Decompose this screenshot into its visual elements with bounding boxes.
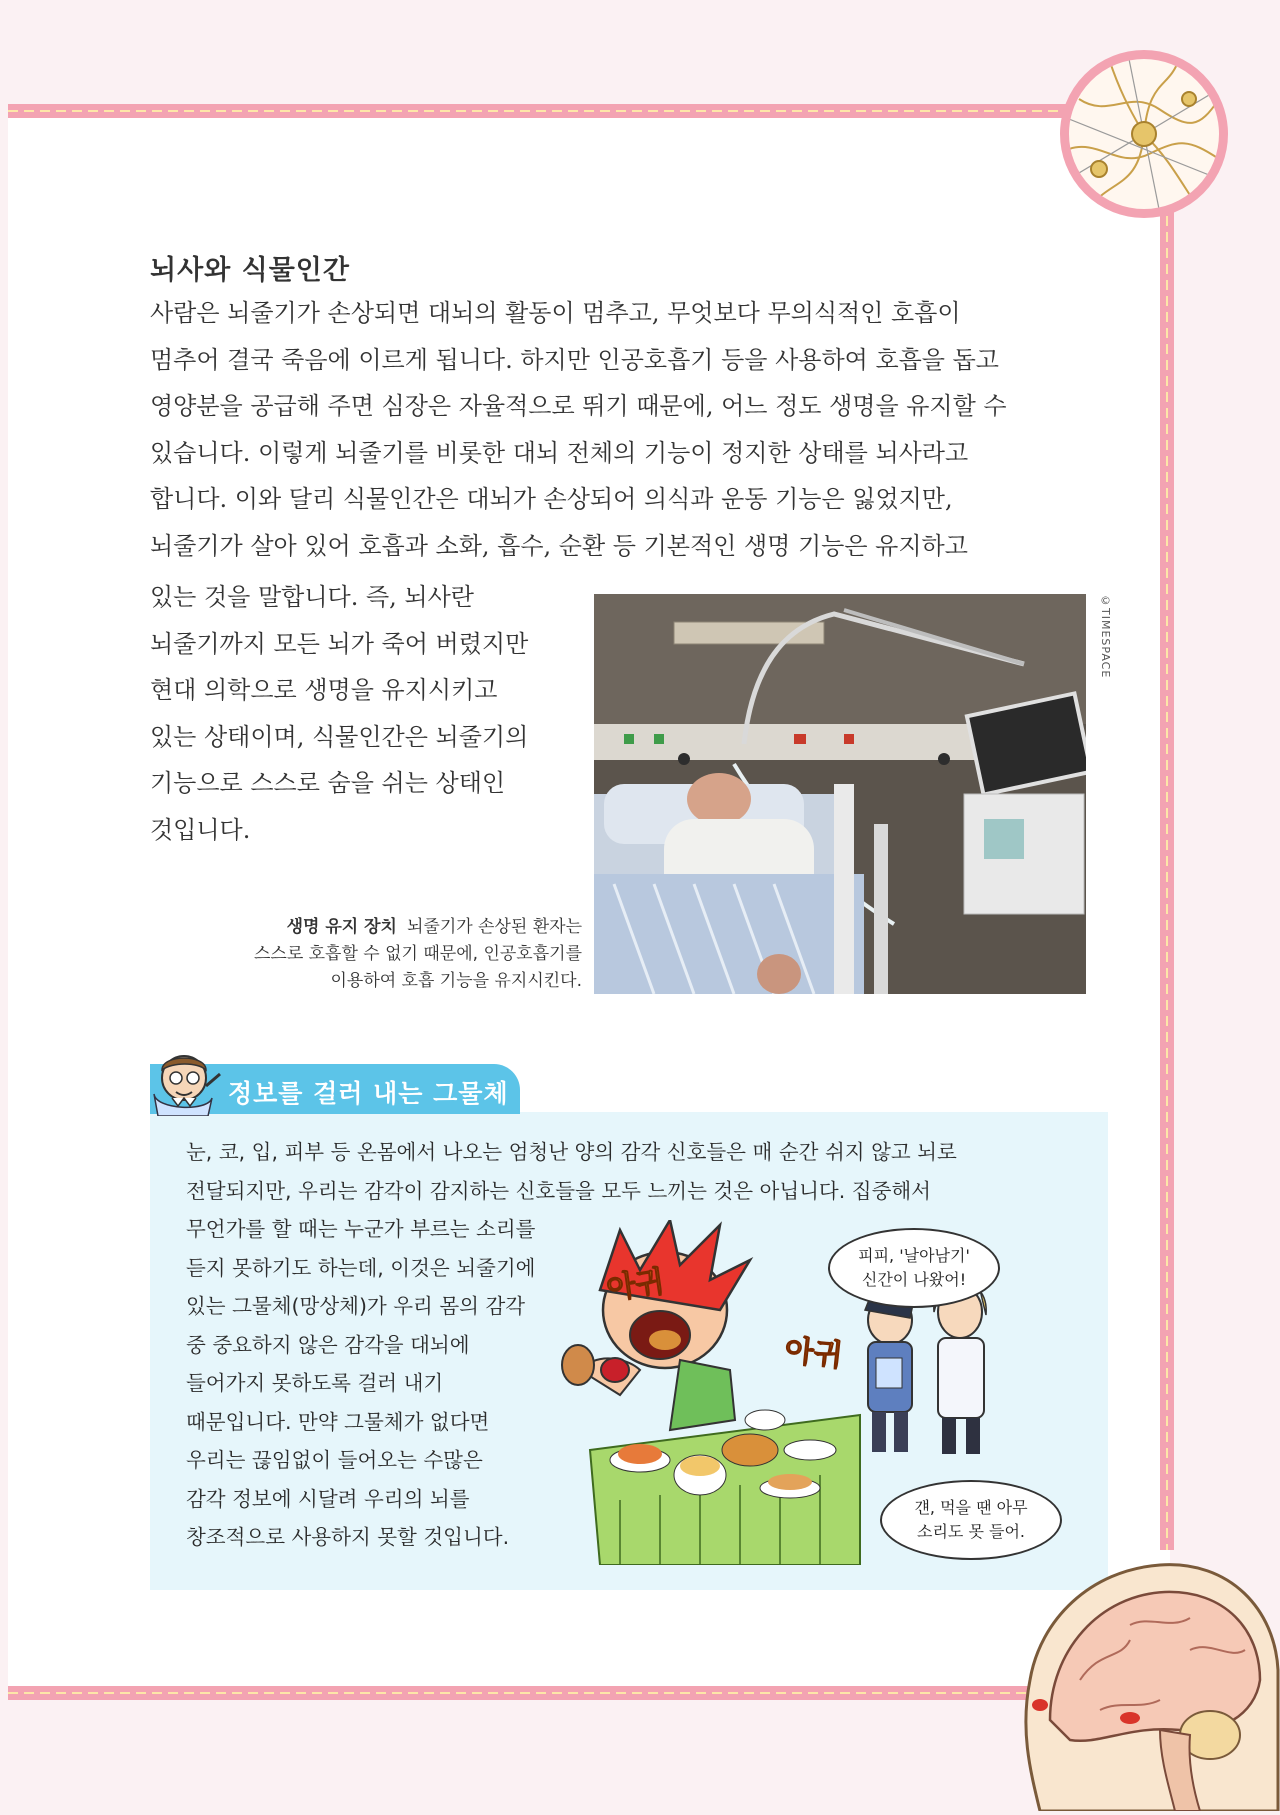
speech-bubble: [828, 1228, 1000, 1308]
paragraph-line: 것입니다.: [150, 815, 251, 844]
info-line: 눈, 코, 입, 피부 등 온몸에서 나오는 엄청난 양의 감각 신호들은 매 순간 쉬지 않고 뇌로: [186, 1140, 957, 1164]
info-line: 듣지 못하기도 하는데, 이것은 뇌줄기에: [186, 1255, 536, 1280]
sound-effect-text: 아귀: [604, 1264, 667, 1307]
info-line: 들어가지 못하도록 걸러 내기: [186, 1371, 444, 1395]
info-line: 있는 그물체(망상체)가 우리 몸의 감각: [186, 1294, 526, 1318]
brain-illustration: [1010, 1530, 1280, 1811]
paragraph-line: 사람은 뇌줄기가 손상되면 대뇌의 활동이 멈추고, 무엇보다 무의식적인 호흡이: [150, 299, 961, 327]
info-line: 무언가를 할 때는 누군가 부르는 소리를: [186, 1217, 536, 1241]
caption-line: 스스로 호흡할 수 없기 때문에, 인공호흡기를: [253, 944, 582, 964]
top-border: [8, 104, 1074, 118]
info-line: 창조적으로 사용하지 못할 것입니다.: [186, 1525, 510, 1549]
section-heading: 뇌사와 식물인간: [150, 255, 350, 286]
bubble-line: 걘, 먹을 땐 아무: [914, 1498, 1028, 1517]
paragraph-line: 현대 의학으로 생명을 유지시키고: [150, 676, 498, 704]
paragraph-line: 뇌줄기가 살아 있어 호흡과 소화, 흡수, 순환 등 기본적인 생명 기능은 유지하고: [150, 531, 968, 560]
info-line: 우리는 끊임없이 들어오는 수많은: [186, 1448, 483, 1472]
bottom-border: [8, 1686, 1038, 1700]
professor-mascot-icon: [148, 1050, 224, 1116]
info-title: 정보를 걸러 내는 그물체: [228, 1079, 509, 1108]
info-line: 중 중요하지 않은 감각을 대뇌에: [186, 1332, 470, 1357]
life-support-photo: [594, 594, 1086, 994]
info-line: 감각 정보에 시달려 우리의 뇌를: [186, 1486, 470, 1511]
paragraph-line: 있는 것을 말합니다. 즉, 뇌사란: [150, 583, 474, 611]
caption-line: 이용하여 호흡 기능을 유지시킨다.: [330, 971, 582, 991]
info-line: 때문입니다. 만약 그물체가 없다면: [186, 1409, 490, 1434]
paragraph-line: 뇌줄기까지 모든 뇌가 죽어 버렸지만: [150, 629, 529, 658]
info-line: 전달되지만, 우리는 감각이 감지하는 신호들을 모두 느끼는 것은 아닙니다. 집중해서: [186, 1178, 931, 1203]
photo-credit: ©TIMESPACE: [1099, 594, 1112, 679]
paragraph-line: 있습니다. 이렇게 뇌줄기를 비롯한 대뇌 전체의 기능이 정지한 상태를 뇌사라고: [150, 438, 969, 467]
caption-line: 뇌줄기가 손상된 환자는: [406, 917, 582, 937]
paragraph-column: [150, 574, 570, 853]
bubble-line: 피피, '날아남기': [858, 1246, 970, 1265]
bubble-line: 소리도 못 들어.: [917, 1522, 1025, 1541]
paragraph-line: 영양분을 공급해 주면 심장은 자율적으로 뛰기 때문에, 어느 정도 생명을 유지할 수: [150, 392, 1007, 420]
paragraph-line: 기능으로 스스로 숨을 쉬는 상태인: [150, 769, 506, 797]
right-border: [1160, 200, 1174, 1550]
section-paragraph: [150, 290, 1090, 569]
photo-caption: [150, 914, 582, 995]
info-column: [186, 1210, 586, 1557]
paragraph-line: 합니다. 이와 달리 식물인간은 대뇌가 손상되어 의식과 운동 기능은 잃었지만,: [150, 485, 953, 513]
info-paragraph: [186, 1133, 1086, 1210]
neuron-illustration: [1060, 50, 1228, 218]
paragraph-line: 멈추어 결국 죽음에 이르게 됩니다. 하지만 인공호흡기 등을 사용하여 호흡을 돕고: [150, 345, 999, 374]
bubble-line: 신간이 나왔어!: [861, 1270, 967, 1289]
sound-effect-text: 아귀: [782, 1333, 845, 1374]
eating-cartoon: [560, 1220, 1100, 1565]
caption-title: 생명 유지 장치: [286, 917, 397, 937]
paragraph-line: 있는 상태이며, 식물인간은 뇌줄기의: [150, 722, 529, 751]
